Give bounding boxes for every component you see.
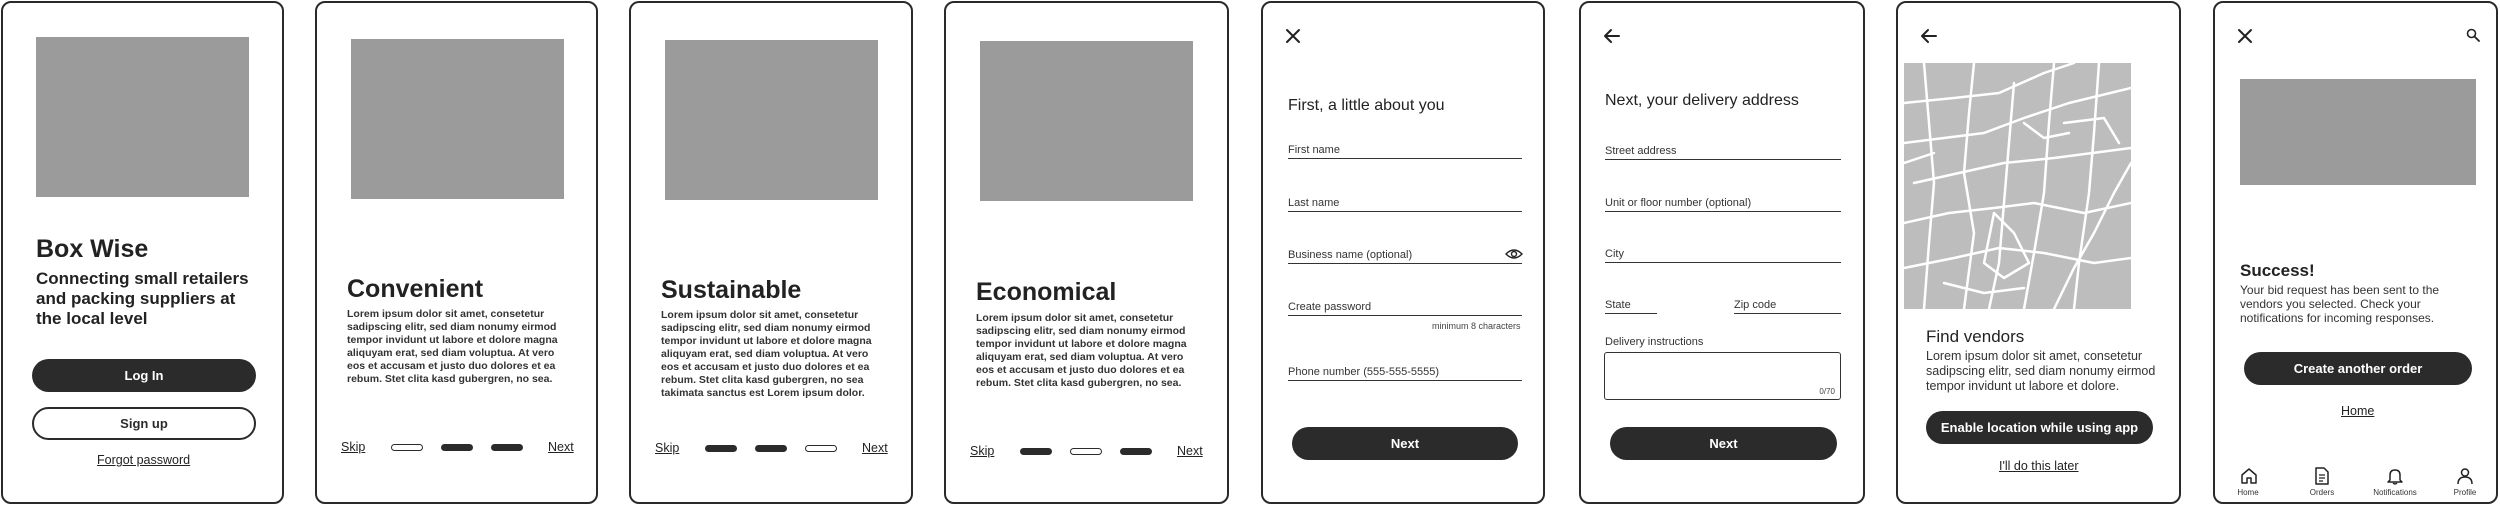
create-password-field[interactable] (1288, 301, 1522, 316)
nav-home-label: Home (2237, 488, 2259, 497)
skip-link[interactable]: Skip (341, 440, 366, 454)
zip-code-label: Zip code (1734, 299, 1777, 311)
bottom-navigation (2215, 463, 2496, 503)
next-link[interactable]: Next (1177, 444, 1203, 458)
unit-floor-label: Unit or floor number (optional) (1605, 197, 1752, 209)
bell-icon (2386, 467, 2404, 485)
state-label: State (1605, 299, 1631, 311)
screen-find-vendors (1896, 1, 2181, 504)
page-indicator-3 (1120, 448, 1152, 455)
home-link[interactable]: Home (2341, 404, 2375, 418)
next-link[interactable]: Next (862, 441, 888, 455)
close-icon[interactable] (1285, 28, 1301, 44)
state-field[interactable] (1605, 299, 1657, 314)
illustration-placeholder (351, 39, 564, 199)
orders-icon (2314, 467, 2330, 485)
page-indicator-3 (491, 444, 523, 451)
business-name-label: Business name (optional) (1288, 249, 1413, 261)
success-title: Success! (2240, 261, 2315, 280)
nav-profile[interactable] (2435, 463, 2495, 503)
screen-onboarding-economical (944, 1, 1229, 504)
map-image (1904, 63, 2131, 309)
first-name-label: First name (1288, 144, 1340, 156)
nav-notifications[interactable] (2365, 463, 2425, 503)
street-address-label: Street address (1605, 145, 1677, 157)
success-body: Your bid request has been sent to the vendors you selected. Check your notifications for incoming responses. (2240, 283, 2440, 325)
screen-onboarding-sustainable (629, 1, 913, 504)
form-heading: Next, your delivery address (1605, 92, 1799, 109)
next-button[interactable]: Next (1610, 427, 1837, 460)
unit-floor-field[interactable] (1605, 197, 1841, 212)
delivery-instructions-textarea[interactable] (1604, 352, 1841, 400)
nav-orders[interactable] (2292, 463, 2352, 503)
eye-icon[interactable] (1505, 248, 1523, 260)
page-indicator-2 (1070, 448, 1102, 455)
home-icon (2240, 467, 2258, 485)
phone-number-field[interactable] (1288, 366, 1522, 381)
do-this-later-link[interactable]: I'll do this later (1999, 459, 2079, 473)
nav-home[interactable] (2218, 463, 2278, 503)
character-counter: 0/70 (1819, 387, 1835, 396)
onboarding-title: Convenient (347, 275, 484, 303)
screen-about-you (1261, 1, 1545, 504)
page-indicator-2 (441, 444, 473, 451)
profile-icon (2456, 467, 2474, 485)
forgot-password-link[interactable]: Forgot password (97, 453, 191, 467)
page-indicator-3 (805, 445, 837, 452)
nav-notifications-label: Notifications (2373, 488, 2417, 497)
screen-onboarding-convenient (315, 1, 598, 504)
onboarding-title: Economical (976, 278, 1117, 306)
onboarding-body: Lorem ipsum dolor sit amet, consetetur sadipscing elitr, sed diam nonumy eirmod tempor invidunt ut labore et dolore magna aliquyam erat, sed diam voluptua. At vero eos et accusam et justo duo dolores et ea rebum. Stet clita kasd gubergren, no sea takimata sanctus est Lorem ipsum dolor. (661, 309, 872, 399)
onboarding-body: Lorem ipsum dolor sit amet, consetetur sadipscing elitr, sed diam nonumy eirmod tempor invidunt ut labore et dolore magna aliquyam erat, sed diam voluptua. At vero eos et accusam et justo duo dolores et ea rebum. Stet clita kasd gubergren, no sea. (347, 308, 558, 385)
page-indicator-2 (755, 445, 787, 452)
close-icon[interactable] (2237, 28, 2253, 44)
create-another-order-button[interactable]: Create another order (2244, 352, 2472, 385)
success-image-placeholder (2240, 79, 2476, 185)
hero-image-placeholder (36, 37, 249, 197)
next-button[interactable]: Next (1292, 427, 1518, 460)
vendors-title: Find vendors (1926, 327, 2025, 346)
password-hint: minimum 8 characters (1432, 321, 1521, 331)
nav-orders-label: Orders (2309, 488, 2335, 497)
onboarding-body: Lorem ipsum dolor sit amet, consetetur sadipscing elitr, sed diam nonumy eirmod tempor invidunt ut labore et dolore magna aliquyam erat, sed diam voluptua. At vero eos et accusam et justo duo dolores et ea rebum. Stet clita kasd gubergren, no sea. (976, 312, 1187, 389)
illustration-placeholder (980, 41, 1193, 201)
back-arrow-icon[interactable] (1920, 28, 1938, 44)
city-field[interactable] (1605, 248, 1841, 263)
street-address-field[interactable] (1605, 145, 1841, 160)
nav-profile-label: Profile (2453, 488, 2477, 497)
city-label: City (1605, 248, 1624, 260)
next-link[interactable]: Next (548, 440, 574, 454)
back-arrow-icon[interactable] (1603, 28, 1621, 44)
enable-location-button[interactable]: Enable location while using app (1926, 411, 2153, 444)
vendors-body: Lorem ipsum dolor sit amet, consetetur sadipscing elitr, sed diam nonumy eirmod tempor invidunt ut labore et dolore. (1926, 349, 2156, 393)
skip-link[interactable]: Skip (655, 441, 680, 455)
create-password-label: Create password (1288, 301, 1372, 313)
app-title: Box Wise (36, 235, 149, 263)
business-name-field[interactable] (1288, 249, 1522, 264)
last-name-label: Last name (1288, 197, 1340, 209)
first-name-field[interactable] (1288, 144, 1522, 159)
zip-code-field[interactable] (1734, 299, 1841, 314)
delivery-instructions-label: Delivery instructions (1605, 336, 1704, 348)
phone-number-label: Phone number (555-555-5555) (1288, 366, 1440, 378)
screen-delivery-address (1579, 1, 1865, 504)
page-indicator-1 (1020, 448, 1052, 455)
page-indicator-1 (705, 445, 737, 452)
sign-up-button[interactable]: Sign up (32, 407, 256, 440)
search-icon[interactable] (2466, 28, 2480, 42)
form-heading: First, a little about you (1288, 97, 1445, 114)
last-name-field[interactable] (1288, 197, 1522, 212)
log-in-button[interactable]: Log In (32, 359, 256, 392)
screen-welcome (1, 1, 284, 504)
app-tagline: Connecting small retailers and packing suppliers at the local level (36, 269, 249, 328)
screen-success (2213, 1, 2498, 504)
skip-link[interactable]: Skip (970, 444, 995, 458)
onboarding-title: Sustainable (661, 276, 802, 304)
page-indicator-1 (391, 444, 423, 451)
illustration-placeholder (665, 40, 878, 200)
